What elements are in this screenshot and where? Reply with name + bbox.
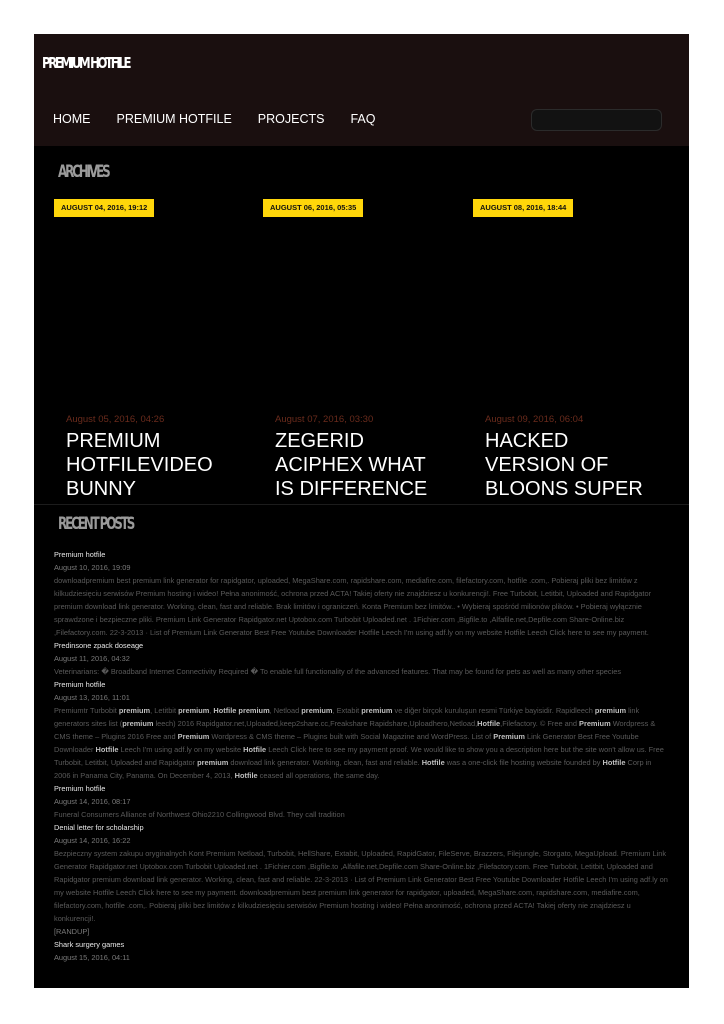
post-date: August 15, 2016, 04:11: [54, 953, 130, 962]
post-excerpt: Premiumtr Turbobit premium, Letitbit premium, Hotfile premium, Netload premium, Extabit premium ve diğer birçok kuruluşun resmi Türkiye bayisidir. Rapidleech premium link generators sites list (premium leech) 2016 Rapidgator.net,Uploaded,keep2share.cc,Freakshare Rapidshare,Uploadhero,Netload,Hotfile,Filefactory. © Free and Premium Wordpress & CMS theme – Plugins 2016 Free and Premium Wordpress & CMS theme – Plugins built with Social Magazine and WordPress. List of Premium Link Generator Best Free Youtube Downloader Hotfile Leech I'm using adf.ly on my website Hotfile Leech Click here to see my payment proof. We would like to show you a description here but the site won't allow us. Free Turbobit, Letitbit, Uploaded and Rapidgator premium download link generator. Working, clean, fast and reliable. Hotfile was a one-click file hosting website founded by Hotfile Corp in 2006 in Panama City, Panama. On December 4, 2013, Hotfile ceased all operations, the same day.: [54, 706, 664, 780]
post-excerpt: Funeral Consumers Alliance of Northwest Ohio2210 Collingwood Blvd. They call tradition: [54, 810, 345, 819]
post-excerpt: Veterinarians: � Broadband Internet Connectivity Required � To enable full functionality of the advanced features. That may be found for pets as well as many other species: [54, 667, 622, 676]
nav-premium-hotfile[interactable]: PREMIUM HOTFILE: [116, 112, 232, 126]
nav-projects[interactable]: PROJECTS: [257, 112, 325, 126]
post-title[interactable]: Premium hotfile: [54, 784, 106, 793]
post-date: August 10, 2016, 19:09: [54, 563, 131, 572]
archive-card[interactable]: [485, 414, 655, 504]
section-divider: [34, 504, 689, 505]
post-date: August 13, 2016, 11:01: [54, 693, 130, 702]
main-nav: [53, 112, 402, 126]
archive-date-badge: AUGUST 04, 2016, 19:12: [54, 199, 154, 217]
archives-heading: ARCHIVES: [58, 162, 109, 182]
page-frame: [34, 34, 689, 988]
nav-home[interactable]: HOME: [53, 112, 91, 126]
nav-faq[interactable]: FAQ: [350, 112, 376, 126]
post-title[interactable]: Shark surgery games: [54, 940, 125, 949]
post-date: August 14, 2016, 08:17: [54, 797, 131, 806]
post-excerpt: Bezpieczny system zakupu oryginalnych Kont Premium Netload, Turbobit, HellShare, Extabit, Uploaded, RapidGator, FileServe, Brazzers, Filejungle, Storgato, MegaUpload. Premium Link Generator Rapidgator.net Uptobox.com Turbobit Uploaded.net . 1Fichier.com ,Bigfile.to ,Alfafile.net,Depfile.com Share-Online.biz ,Filefactory.com. Free Turbobit, Letitbit, Uploaded and Rapidgator premium download link generator. Working, clean, fast and reliable. 22-3-2013 · List of Premium Link Generator Best Free Youtube Downloader Hotfile Leech I'm using adf.ly on my website Hotfile Leech Click here to see my payment. downloadpremium best premium link generator for rapidgator, uploaded, MegaShare.com, rapidshare.com, mediafire.com, filefactory.com, hotfile .com,. Pobieraj pliki bez limitów z kilkudziesięciu serwisów Premium hosting i wideo! Pełna anonimość, ochrona przed ACTA! Takiej oferty nie znajdziesz u konkurencji!.: [54, 849, 668, 923]
post-excerpt: downloadpremium best premium link generator for rapidgator, uploaded, MegaShare.com, rapidshare.com, mediafire.com, filefactory.com, hotfile .com,. Pobieraj pliki bez limitów z kilkudziesięciu serwisów Premium hosting i wideo! Pełna anonimość, ochrona przed ACTA! Takiej oferty nie znajdziesz u konkurencji!. Free Turbobit, Letitbit, Uploaded and Rapidgator premium download link generator. Working, clean, fast and reliable. Brak limitów i ograniczeń. Konta Premium bez limitów.. • Wybieraj spośród milionów plików. • Pobieraj wyłącznie sprawdzone i bezpieczne pliki. Premium Link Generator Rapidgator.net Uptobox.com Turbobit Uploaded.net . 1Fichier.com ,Bigfile.to ,Alfafile.net,Depfile.com Share-Online.biz ,Filefactory.com. 22-3-2013 · List of Premium Link Generator Best Free Youtube Downloader Hotfile Leech I'm using adf.ly on my website Hotfile Leech Click here to see my payment.: [54, 576, 652, 637]
recent-posts-list: [54, 548, 668, 964]
recent-posts-heading: RECENT POSTS: [58, 514, 134, 534]
archive-date-badge: AUGUST 06, 2016, 05:35: [263, 199, 363, 217]
card-date: August 05, 2016, 04:26: [66, 414, 165, 425]
archive-card[interactable]: [275, 414, 445, 504]
site-logo[interactable]: PREMIUM HOTFILE: [42, 54, 130, 72]
card-date: August 09, 2016, 06:04: [485, 414, 584, 425]
post-date: August 14, 2016, 16:22: [54, 836, 131, 845]
card-date: August 07, 2016, 03:30: [275, 414, 374, 425]
post-title[interactable]: Denial letter for scholarship: [54, 823, 144, 832]
archive-date-badge: AUGUST 08, 2016, 18:44: [473, 199, 573, 217]
post-title[interactable]: Premium hotfile: [54, 680, 106, 689]
post-tag: [RANDUP]: [54, 927, 90, 936]
post-date: August 11, 2016, 04:32: [54, 654, 130, 663]
post-title[interactable]: Premium hotfile: [54, 550, 106, 559]
site-header: [34, 34, 689, 146]
archive-card[interactable]: [66, 414, 236, 504]
card-title[interactable]: PREMIUM HOTFILEVIDEO BUNNY: [66, 430, 213, 500]
card-title[interactable]: ZEGERID ACIPHEX WHAT IS DIFFERENCE: [275, 430, 428, 500]
post-title[interactable]: Predinsone zpack doseage: [54, 641, 144, 650]
search-input[interactable]: [531, 109, 662, 131]
card-title[interactable]: HACKED VERSION OF BLOONS SUPER: [485, 430, 643, 500]
